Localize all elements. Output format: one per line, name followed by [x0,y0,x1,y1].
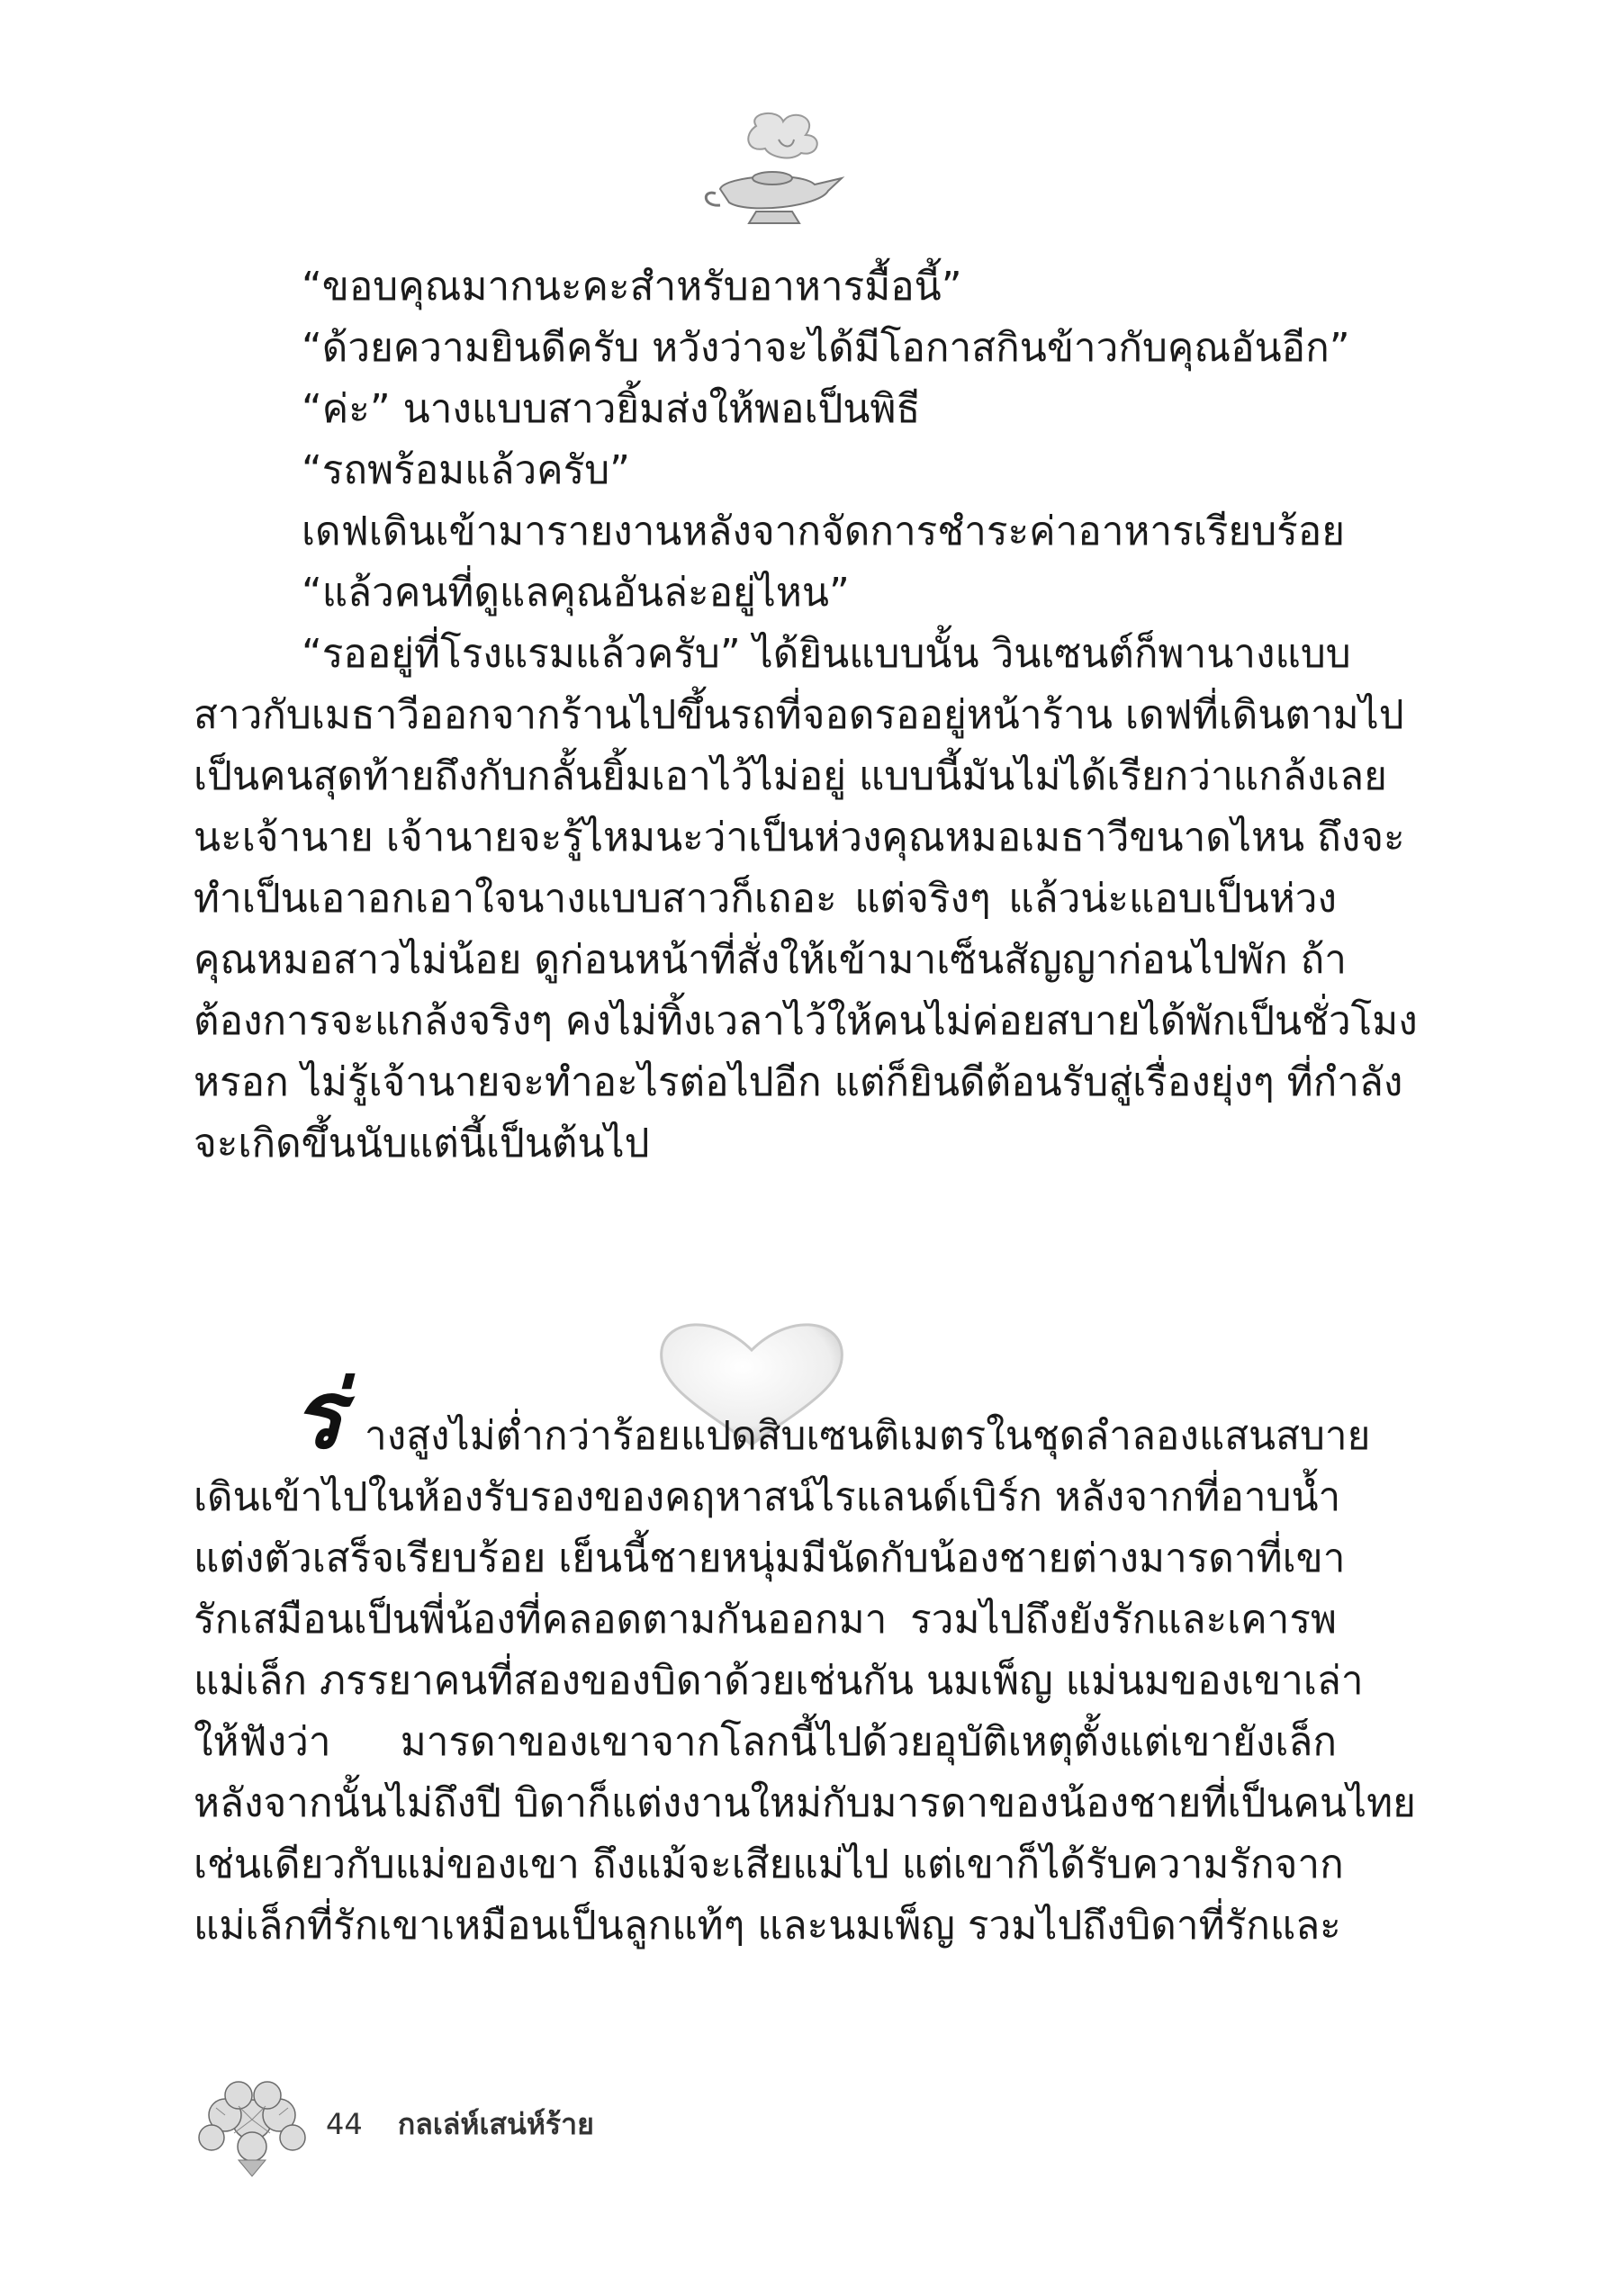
paragraph-line: “ค่ะ” นางแบบสาวยิ้มส่งให้พอเป็นพิธี [302,386,921,432]
paragraph-line: “ขอบคุณมากนะคะสำหรับอาหารมื้อนี้” [302,264,962,310]
paragraph-line: เป็นคนสุดท้ายถึงกับกลั้นยิ้มเอาไว้ไม่อยู่ แบบนี้มันไม่ได้เรียกว่าแกล้งเลย [194,753,1387,799]
paragraph-line: เดฟเดินเข้ามารายงานหลังจากจัดการชำระค่าอาหารเรียบร้อย [302,509,1345,554]
paragraph-line: หรอก ไม่รู้เจ้านายจะทำอะไรต่อไปอีก แต่ก็ยินดีต้อนรับสู่เรื่องยุ่งๆ ที่กำลัง [194,1059,1403,1105]
paragraph-line: “รออยู่ที่โรงแรมแล้วครับ” ได้ยินแบบนั้น วินเซนต์ก็พานางแบบ [302,631,1351,677]
paragraph-line: ต้องการจะแกล้งจริงๆ คงไม่ทิ้งเวลาไว้ให้คนไม่ค่อยสบายได้พักเป็นชั่วโมง [194,998,1418,1044]
flower-bouquet-ornament-icon [185,2070,320,2178]
paragraph-line: “ด้วยความยินดีครับ หวังว่าจะได้มีโอกาสกินข้าวกับคุณอันอีก” [302,325,1350,371]
paragraph-line: แม่เล็กที่รักเขาเหมือนเป็นลูกแท้ๆ และนมเพ็ญ รวมไปถึงบิดาที่รักและ [194,1903,1341,1949]
text-block-dialogue [194,257,1418,1175]
paragraph-line: หลังจากนั้นไม่ถึงปี บิดาก็แต่งงานใหม่กับมารดาของน้องชายที่เป็นคนไทย [194,1780,1416,1826]
paragraph-line: จะเกิดขึ้นนับแต่นี้เป็นต้นไป [194,1121,650,1166]
paragraph-line: รักเสมือนเป็นพี่น้องที่คลอดตามกันออกมา รวมไปถึงยังรักและเคารพ [194,1597,1337,1643]
paragraph-line: างสูงไม่ต่ำกว่าร้อยแปดสิบเซนติเมตรในชุดลำลองแสนสบาย [365,1413,1371,1459]
paragraph-line: แม่เล็ก ภรรยาคนที่สองของบิดาด้วยเช่นกัน นมเพ็ญ แม่นมของเขาเล่า [194,1658,1364,1704]
paragraph-line: ทำเป็นเอาอกเอาใจนางแบบสาวก็เถอะ แต่จริงๆ แล้วน่ะแอบเป็นห่วง [194,876,1337,922]
paragraph-line: เดินเข้าไปในห้องรับรองของคฤหาสน์ไรแลนด์เบิร์ก หลังจากที่อาบน้ำ [194,1474,1341,1520]
paragraph-line: แต่งตัวเสร็จเรียบร้อย เย็นนี้ชายหนุ่มมีนัดกับน้องชายต่างมารดาที่เขา [194,1535,1346,1581]
paragraph-first-line [194,1359,1371,1470]
paragraph-line: “แล้วคนที่ดูแลคุณอันล่ะอยู่ไหน” [302,570,850,616]
page-number: 44 [326,2107,363,2141]
drop-cap: ร่ [293,1359,343,1470]
paragraph-line: ให้ฟังว่า มารดาของเขาจากโลกนี้ไปด้วยอุบัติเหตุตั้งแต่เขายังเล็ก [194,1719,1337,1765]
magic-lamp-ornament-icon [693,108,855,234]
paragraph-line: คุณหมอสาวไม่น้อย ดูก่อนหน้าที่สั่งให้เข้ามาเซ็นสัญญาก่อนไปพัก ถ้า [194,937,1347,983]
paragraph-line: “รถพร้อมแล้วครับ” [302,447,630,493]
page-footer [326,2102,594,2147]
paragraph-line: นะเจ้านาย เจ้านายจะรู้ไหมนะว่าเป็นห่วงคุณหมอเมธาวีขนาดไหน ถึงจะ [194,815,1405,860]
text-block-chapter-section [194,1359,1416,1957]
paragraph-line: สาวกับเมธาวีออกจากร้านไปขึ้นรถที่จอดรออยู่หน้าร้าน เดฟที่เดินตามไป [194,692,1404,738]
paragraph-line: เช่นเดียวกับแม่ของเขา ถึงแม้จะเสียแม่ไป แต่เขาก็ได้รับความรักจาก [194,1841,1344,1887]
book-title: กลเล่ห์เสน่ห์ร้าย [397,2107,594,2141]
